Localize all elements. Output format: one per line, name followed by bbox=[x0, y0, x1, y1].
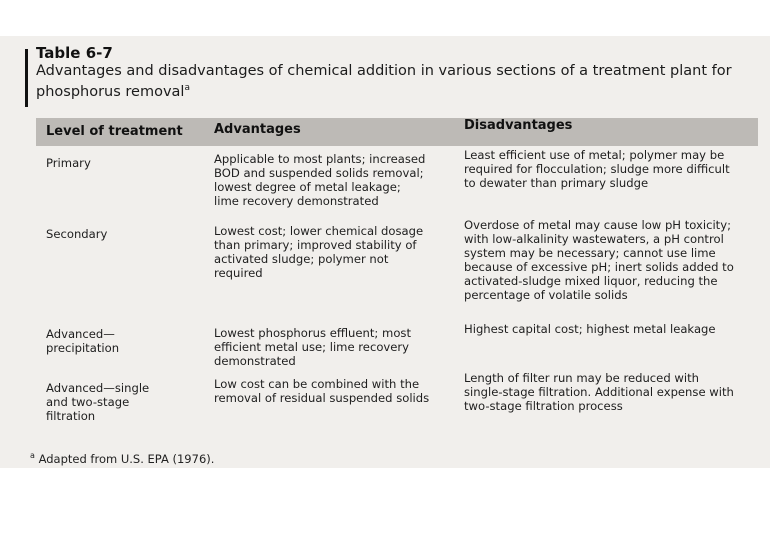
caption-footnote-marker: a bbox=[184, 83, 190, 93]
level-line: Primary bbox=[46, 156, 91, 170]
table-caption-line-2-text: phosphorus removal bbox=[36, 83, 185, 100]
table-label: Table 6-7 bbox=[36, 44, 113, 62]
row-primary-advantages bbox=[214, 152, 425, 208]
level-line: Secondary bbox=[46, 227, 108, 241]
table-footnote bbox=[30, 451, 214, 466]
advantage-line: lime recovery demonstrated bbox=[214, 194, 379, 208]
disadvantage-line: Least efficient use of metal; polymer may be bbox=[464, 148, 725, 162]
disadvantage-line: activated-sludge mixed liquor, reducing the bbox=[464, 274, 718, 288]
row-advanced-filtration-disadvantages bbox=[464, 371, 734, 413]
column-header-advantages: Advantages bbox=[214, 122, 301, 137]
scanned-page bbox=[0, 36, 770, 468]
advantage-line: efficient metal use; lime recovery bbox=[214, 340, 410, 354]
table-caption-line-2 bbox=[36, 80, 736, 101]
disadvantage-line: two-stage filtration process bbox=[464, 399, 623, 413]
level-line: precipitation bbox=[46, 341, 120, 355]
disadvantage-line: Highest capital cost; highest metal leakage bbox=[464, 322, 716, 336]
footnote-marker: a bbox=[30, 451, 35, 460]
row-advanced-precipitation-level bbox=[46, 327, 119, 355]
advantage-line: Low cost can be combined with the bbox=[214, 377, 420, 391]
row-advanced-precipitation-disadvantages bbox=[464, 322, 716, 336]
column-header-disadvantages: Disadvantages bbox=[464, 118, 573, 133]
level-line: Advanced— bbox=[46, 327, 115, 341]
advantage-line: demonstrated bbox=[214, 354, 296, 368]
row-primary-disadvantages bbox=[464, 148, 730, 190]
advantage-line: than primary; improved stability of bbox=[214, 238, 417, 252]
disadvantage-line: because of excessive pH; inert solids added to bbox=[464, 260, 734, 274]
disadvantage-line: single-stage filtration. Additional expense with bbox=[464, 385, 734, 399]
disadvantage-line: system may be necessary; cannot use lime bbox=[464, 246, 716, 260]
table-caption-line-1: Advantages and disadvantages of chemical addition in various sections of a treatment plant for bbox=[36, 63, 732, 79]
disadvantage-line: Overdose of metal may cause low pH toxicity; bbox=[464, 218, 731, 232]
level-line: and two-stage bbox=[46, 395, 130, 409]
row-primary-level bbox=[46, 156, 91, 170]
advantage-line: Lowest phosphorus effluent; most bbox=[214, 326, 411, 340]
advantage-line: required bbox=[214, 266, 263, 280]
advantage-line: activated sludge; polymer not bbox=[214, 252, 389, 266]
advantage-line: Applicable to most plants; increased bbox=[214, 152, 426, 166]
margin-rule bbox=[25, 49, 28, 107]
row-secondary-disadvantages bbox=[464, 218, 734, 302]
disadvantage-line: Length of filter run may be reduced with bbox=[464, 371, 699, 385]
table-title-block bbox=[36, 44, 736, 101]
advantage-line: BOD and suspended solids removal; bbox=[214, 166, 424, 180]
advantage-line: Lowest cost; lower chemical dosage bbox=[214, 224, 424, 238]
disadvantage-line: required for flocculation; sludge more difficult bbox=[464, 162, 730, 176]
row-secondary-level bbox=[46, 227, 107, 241]
advantage-line: removal of residual suspended solids bbox=[214, 391, 430, 405]
row-advanced-precipitation-advantages bbox=[214, 326, 411, 368]
disadvantage-line: with low-alkalinity wastewaters, a pH control bbox=[464, 232, 724, 246]
level-line: filtration bbox=[46, 409, 96, 423]
row-advanced-filtration-level bbox=[46, 381, 149, 423]
disadvantage-line: percentage of volatile solids bbox=[464, 288, 628, 302]
row-advanced-filtration-advantages bbox=[214, 377, 429, 405]
advantage-line: lowest degree of metal leakage; bbox=[214, 180, 401, 194]
row-secondary-advantages bbox=[214, 224, 423, 280]
footnote-text: Adapted from U.S. EPA (1976). bbox=[38, 451, 215, 466]
column-header-level: Level of treatment bbox=[46, 124, 183, 139]
disadvantage-line: to dewater than primary sludge bbox=[464, 176, 649, 190]
level-line: Advanced—single bbox=[46, 381, 150, 395]
